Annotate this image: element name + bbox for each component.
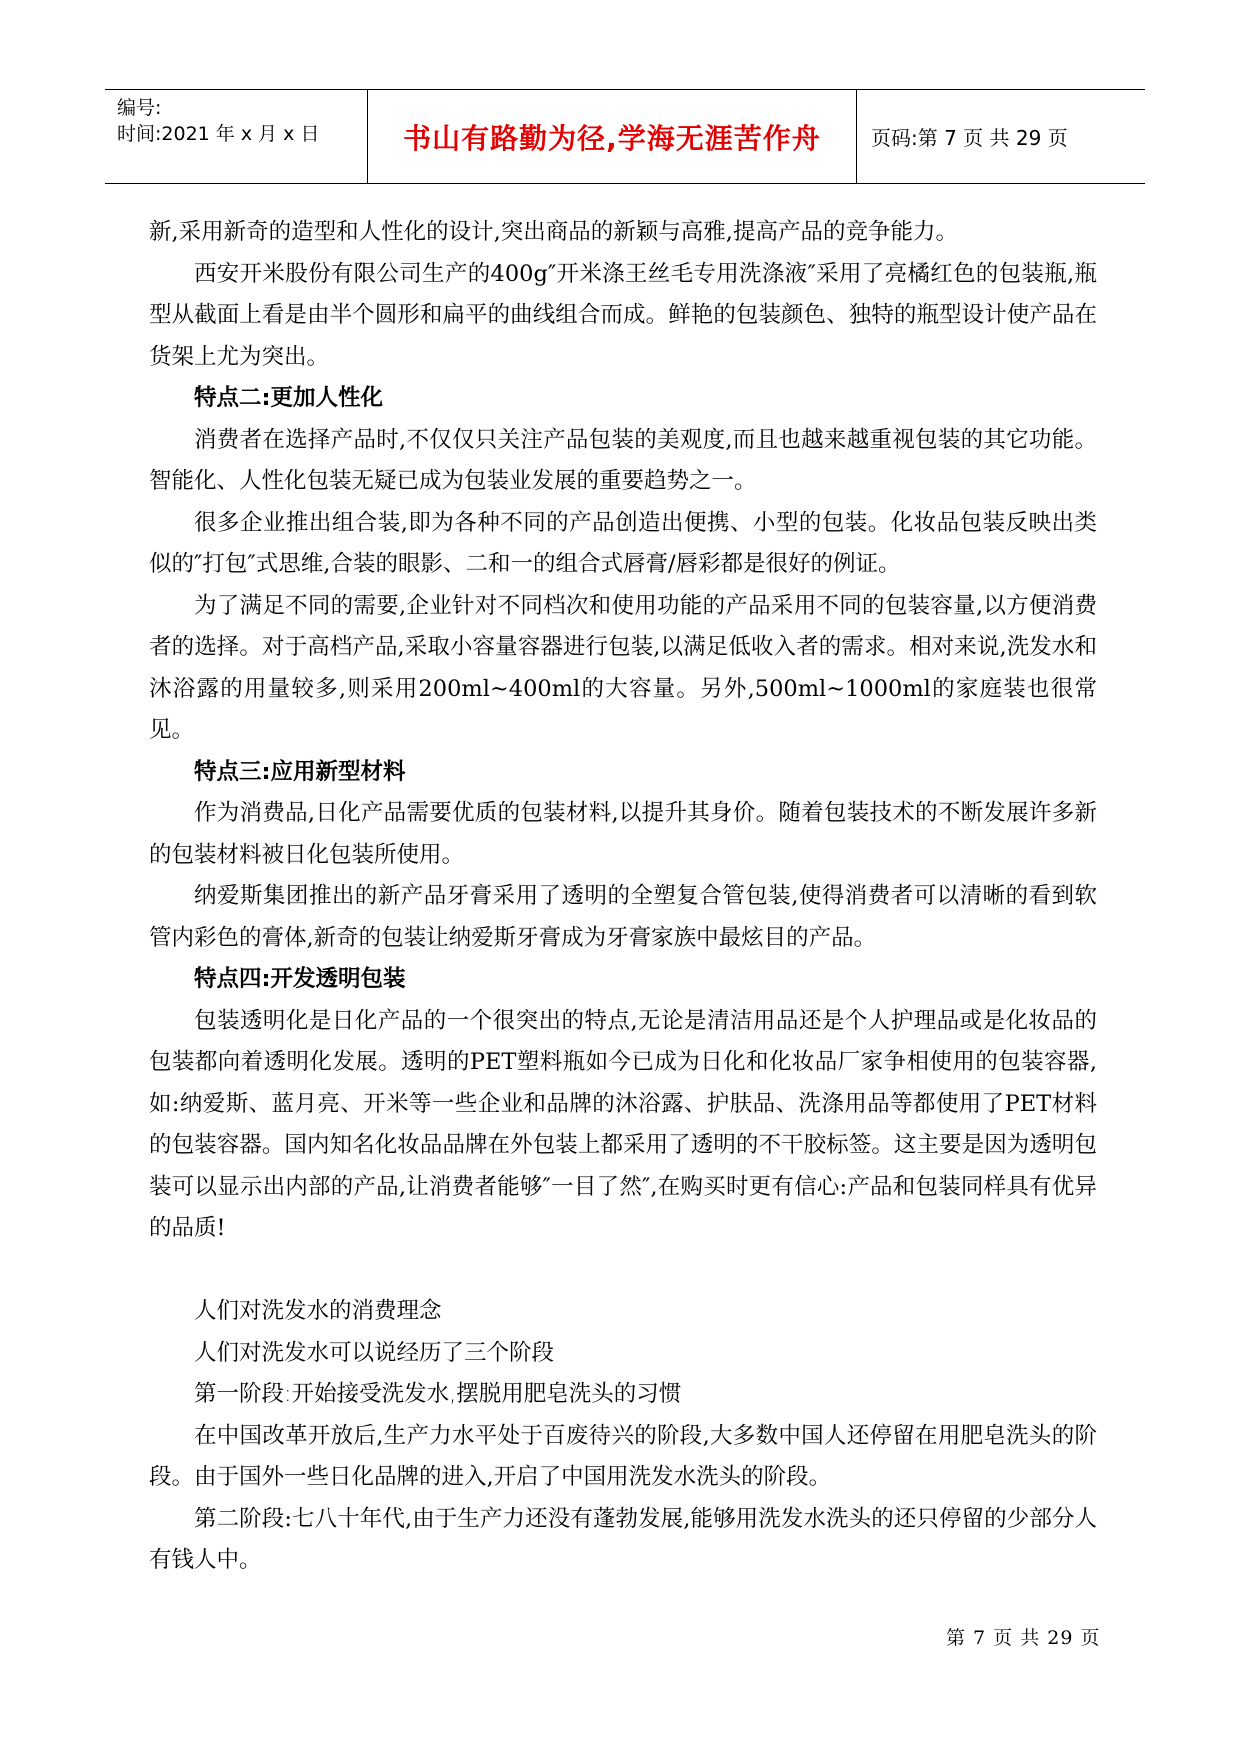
paragraph: 纳爱斯集团推出的新产品牙膏采用了透明的全塑复合管包装,使得消费者可以清晰的看到软管内彩色的膏体,新奇的包装让纳爱斯牙膏成为牙膏家族中最炫目的产品。 [149,883,1097,951]
document-body [149,212,1097,1582]
paragraph: 第一阶段:开始接受洗发水,摆脱用肥皂洗头的习惯 [194,1381,682,1407]
section-heading: 特点三:应用新型材料 [194,758,406,785]
paragraph: 人们对洗发水可以说经历了三个阶段 [194,1339,555,1366]
paragraph: 作为消费品,日化产品需要优质的包装材料,以提升其身价。随着包装技术的不断发展许多新的包装材料被日化包装所使用。 [149,800,1097,868]
paragraph: 为了满足不同的需要,企业针对不同档次和使用功能的产品采用不同的包装容量,以方便消费者的选择。对于高档产品,采取小容量容器进行包装,以满足低收入者的需求。相对来说,洗发水和沐浴露的用量较多,则采用200ml~400ml的大容量。另外,500ml~1000ml的家庭装也很常见。 [149,592,1097,743]
page-header [105,89,1145,184]
paragraph: 西安开米股份有限公司生产的400g″开米涤王丝毛专用洗涤液″采用了亮橘红色的包装瓶,瓶型从截面上看是由半个圆形和扁平的曲线组合而成。鲜艳的包装颜色、独特的瓶型设计使产品在货架上尤为突出。 [149,260,1097,370]
blank-line [149,1250,1097,1292]
header-page-label: 页码:第 7 页 共 29 页 [871,126,1068,150]
header-motto: 书山有路勤为径,学海无涯苦作舟 [367,90,857,183]
header-time-label: 时间:2021 年 x 月 x 日 [117,123,320,145]
paragraph: 人们对洗发水的消费理念 [194,1298,442,1324]
paragraph: 很多企业推出组合装,即为各种不同的产品创造出便携、小型的包装。化妆品包装反映出类似的″打包″式思维,合装的眼影、二和一的组合式唇膏/唇彩都是很好的例证。 [149,509,1097,577]
section-heading: 特点二:更加人性化 [194,385,383,411]
paragraph: 新,采用新奇的造型和人性化的设计,突出商品的新颖与高雅,提高产品的竞争能力。 [149,219,958,245]
header-number-label: 编号: [117,97,162,119]
page-footer: 第 7 页 共 29 页 [946,1627,1101,1649]
header-meta [105,90,367,183]
section-heading: 特点四:开发透明包装 [194,966,406,992]
paragraph: 第二阶段:七八十年代,由于生产力还没有蓬勃发展,能够用洗发水洗头的还只停留的少部分人有钱人中。 [149,1505,1097,1573]
paragraph: 在中国改革开放后,生产力水平处于百废待兴的阶段,大多数中国人还停留在用肥皂洗头的阶段。由于国外一些日化品牌的进入,开启了中国用洗发水洗头的阶段。 [149,1422,1097,1490]
paragraph: 包装透明化是日化产品的一个很突出的特点,无论是清洁用品还是个人护理品或是化妆品的包装都向着透明化发展。透明的PET塑料瓶如今已成为日化和化妆品厂家争相使用的包装容器,如:纳爱斯、蓝月亮、开米等一些企业和品牌的沐浴露、护肤品、洗涤用品等都使用了PET材料的包装容器。国内知名化妆品品牌在外包装上都采用了透明的不干胶标签。这主要是因为透明包装可以显示出内部的产品,让消费者能够″一目了然″,在购买时更有信心:产品和包装同样具有优异的品质! [149,1007,1097,1241]
paragraph: 消费者在选择产品时,不仅仅只关注产品包装的美观度,而且也越来越重视包装的其它功能。智能化、人性化包装无疑已成为包装业发展的重要趋势之一。 [149,426,1097,494]
